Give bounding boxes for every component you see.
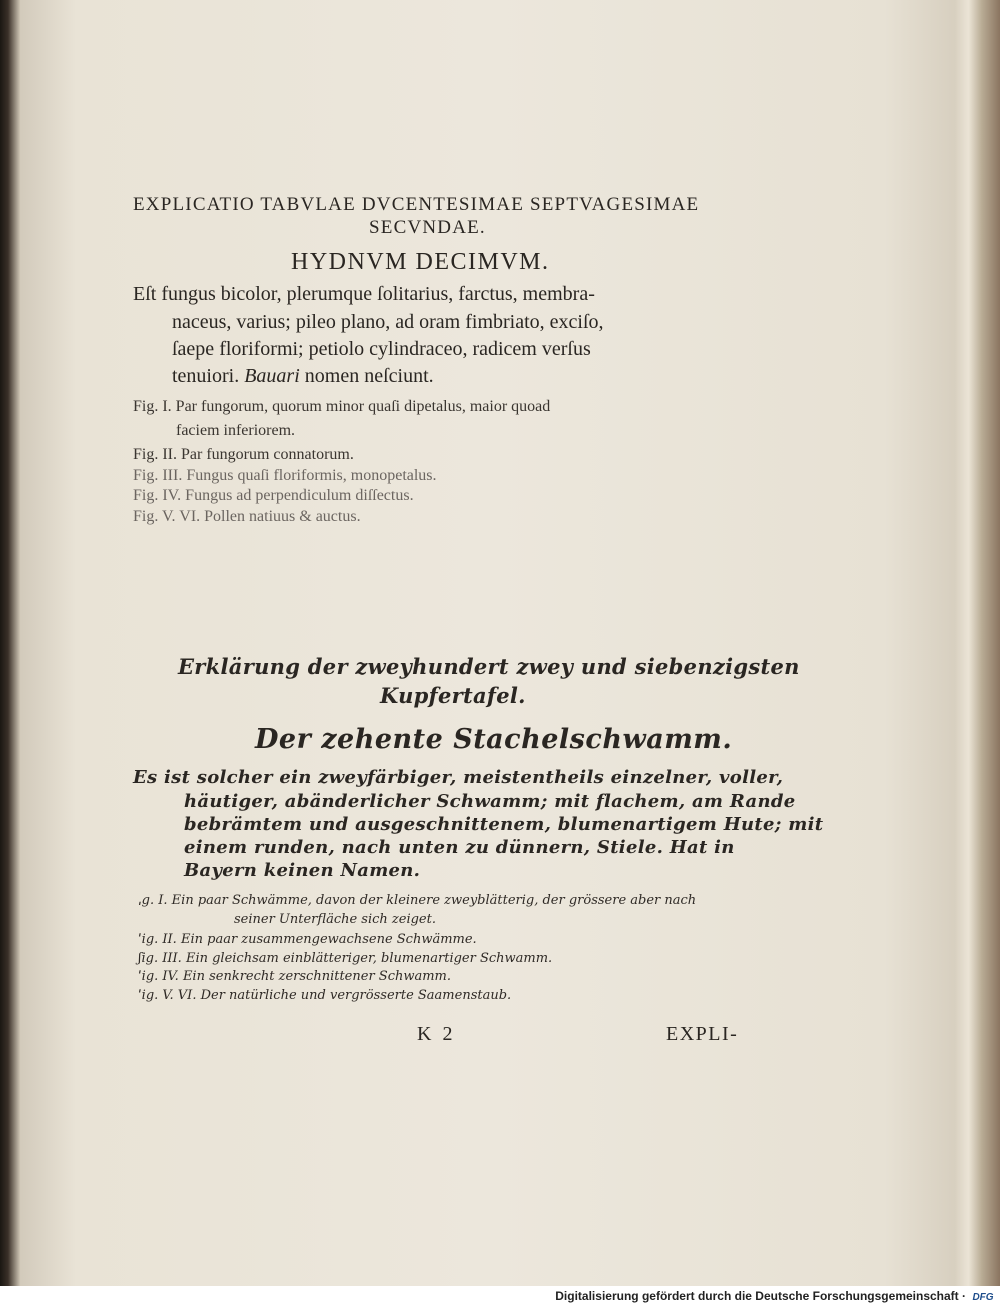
latin-header-line1: EXPLICATIO TABVLAE DVCENTESIMAE SEPTVAGESIMAE: [133, 194, 700, 215]
german-body-line: Bayern keinen Namen.: [184, 860, 421, 881]
fig-text: Ein gleichsam einblätteriger, blumenartiger Schwamm.: [185, 951, 553, 966]
fig-text: Ein senkrecht zerschnittener Schwamm.: [182, 969, 452, 984]
fig-text: Ein paar zusammengewachsene Schwämme.: [180, 932, 477, 947]
fig-text: Der natürliche und vergrösserte Saamenstaub.: [200, 988, 512, 1003]
fig-label: ˌg. I.: [138, 893, 168, 908]
german-fig-3: [138, 951, 552, 966]
latin-fig-2: [133, 446, 354, 464]
fig-label: ʃig. III.: [138, 951, 182, 966]
german-title: Der zehente Stachelschwamm.: [255, 724, 733, 755]
german-header-line1: Erklärung der zweyhundert zwey und siebenzigsten: [178, 654, 800, 679]
fig-label: Fig. IV.: [133, 487, 182, 504]
latin-body-italic: Bauari: [244, 365, 300, 387]
latin-fig-1: [133, 398, 550, 416]
latin-fig-3: [133, 467, 437, 485]
catchword: EXPLI-: [666, 1023, 739, 1045]
latin-body-line: naceus, varius; pileo plano, ad oram fimbriato, exciſo,: [172, 311, 604, 333]
fig-label: ˈig. V. VI.: [138, 988, 197, 1003]
latin-header-line2: SECVNDAE.: [369, 217, 486, 238]
fig-text: Par fungorum, quorum minor quaſi dipetalus, maior quoad: [175, 398, 551, 415]
latin-fig-4: [133, 487, 414, 505]
latin-body-tail: nomen neſciunt.: [299, 365, 434, 387]
latin-body-line: Eſt fungus bicolor, plerumque ſolitarius, farctus, membra-: [133, 283, 595, 305]
german-fig-1-cont: seiner Unterfläche sich zeiget.: [234, 912, 436, 927]
fig-text: Fungus ad perpendiculum diſſectus.: [185, 487, 414, 504]
page-signature: K 2: [417, 1023, 456, 1045]
german-body-line: Es ist solcher ein zweyfärbiger, meistentheils einzelner, voller,: [133, 767, 784, 788]
fig-text: Par fungorum connatorum.: [181, 446, 354, 463]
fig-label: Fig. V. VI.: [133, 508, 201, 525]
german-body-line: bebrämtem und ausgeschnittenem, blumenartigem Hute; mit: [184, 814, 824, 835]
latin-body-line: tenuiori.: [172, 365, 240, 387]
book-gutter: [0, 0, 20, 1286]
german-fig-1: [138, 893, 696, 908]
fig-label: ˈig. IV.: [138, 969, 179, 984]
fig-text: Fungus quaſi floriformis, monopetalus.: [186, 467, 437, 484]
latin-title: HYDNVM DECIMVM.: [291, 249, 550, 275]
svg-text:DFG: DFG: [972, 1292, 994, 1303]
german-fig-5: [138, 988, 511, 1003]
german-header-line2: Kupfertafel.: [380, 683, 526, 708]
german-fig-4: [138, 969, 451, 984]
book-page: [20, 0, 960, 1286]
fig-label: Fig. II.: [133, 446, 177, 463]
fig-label: Fig. III.: [133, 467, 183, 484]
latin-fig-5: [133, 508, 361, 526]
dfg-logo: [970, 1288, 996, 1304]
page-stack-edge: [955, 0, 1000, 1286]
fig-text: Pollen natiuus & auctus.: [204, 508, 361, 525]
german-fig-2: [138, 932, 477, 947]
fig-label: ˈig. II.: [138, 932, 177, 947]
fig-text: Ein paar Schwämme, davon der kleinere zweyblätterig, der grössere aber nach: [171, 893, 697, 908]
latin-fig-1-cont: faciem inferiorem.: [176, 422, 296, 439]
digitization-credit: Digitalisierung gefördert durch die Deutsche Forschungsgemeinschaft ·: [555, 1289, 966, 1303]
latin-body-line: ſaepe floriformi; petiolo cylindraceo, radicem verſus: [172, 338, 591, 360]
german-body-line: häutiger, abänderlicher Schwamm; mit flachem, am Rande: [184, 791, 796, 812]
fig-label: Fig. I.: [133, 398, 172, 415]
latin-body-last-line: [172, 365, 434, 388]
scan-footer: [0, 1286, 1000, 1307]
german-body-line: einem runden, nach unten zu dünnern, Stiele. Hat in: [184, 837, 735, 858]
